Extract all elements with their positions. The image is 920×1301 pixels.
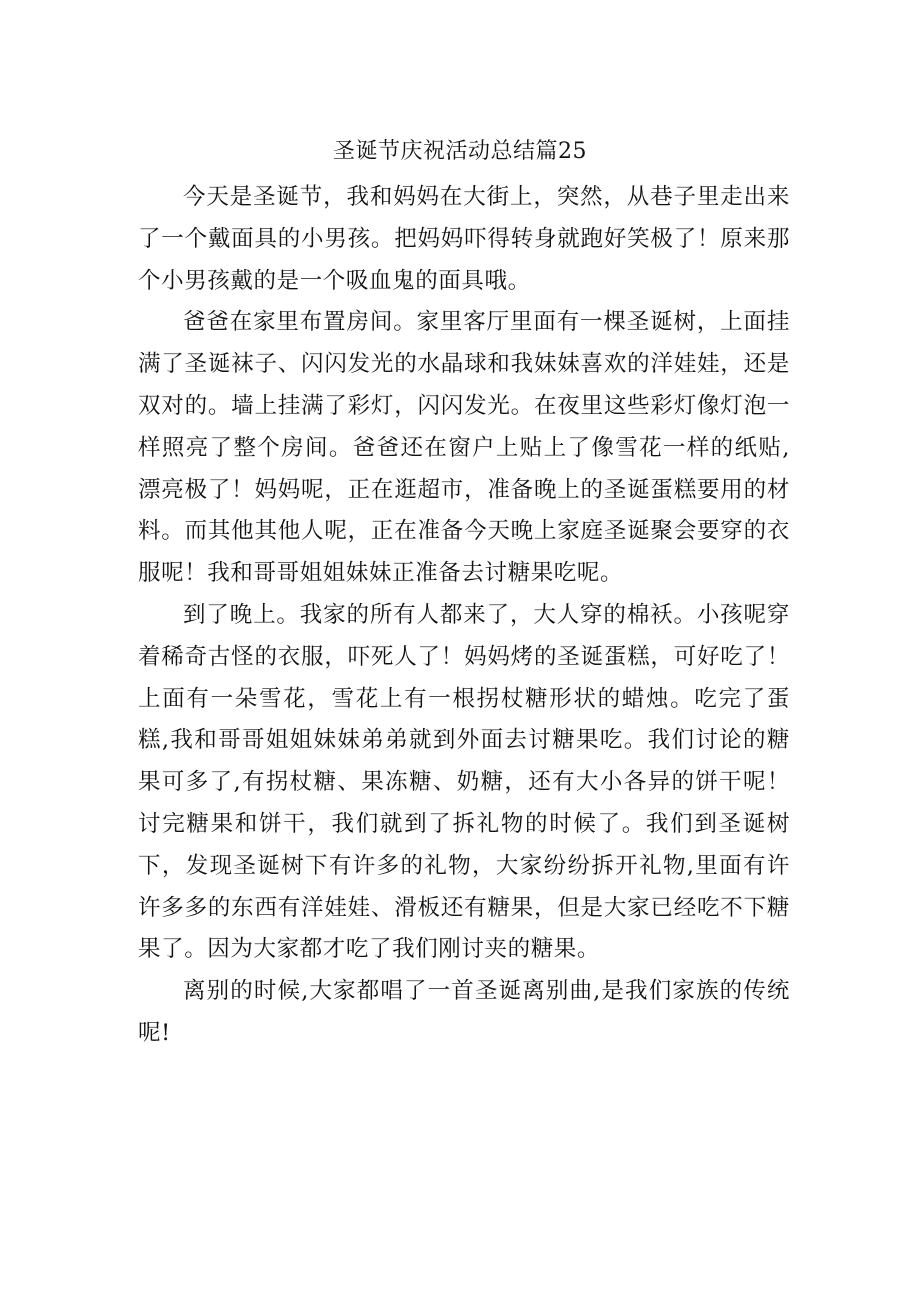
paragraph-4: 离别的时候,大家都唱了一首圣诞离别曲,是我们家族的传统呢!	[138, 978, 790, 1046]
document-title: 圣诞节庆祝活动总结篇25	[333, 139, 587, 164]
document-body	[138, 177, 790, 1055]
paragraph-3: 到了晚上。我家的所有人都来了，大人穿的棉袄。小孩呢穿着稀奇古怪的衣服，吓死人了！妈妈烤的圣诞蛋糕，可好吃了！上面有一朵雪花，雪花上有一根拐杖糖形状的蜡烛。吃完了蛋糕,我和哥哥姐姐妹妹弟弟就到外面去讨糖果吃。我们讨论的糖果可多了,有拐杖糖、果冻糖、奶糖，还有大小各异的饼干呢！讨完糖果和饼干，我们就到了拆礼物的时候了。我们到圣诞树下，发现圣诞树下有许多的礼物，大家纷纷拆开礼物,里面有许许多多的东西有洋娃娃、滑板还有糖果，但是大家已经吃不下糖果了。因为大家都才吃了我们刚讨夹的糖果。	[138, 601, 790, 963]
paragraph-2: 爸爸在家里布置房间。家里客厅里面有一棵圣诞树，上面挂满了圣诞袜子、闪闪发光的水晶球和我妹妹喜欢的洋娃娃，还是双对的。墙上挂满了彩灯，闪闪发光。在夜里这些彩灯像灯泡一样照亮了整个房间。爸爸还在窗户上贴上了像雪花一样的纸贴,漂亮极了！妈妈呢，正在逛超市，准备晚上的圣诞蛋糕要用的材料。而其他其他人呢，正在准备今天晚上家庭圣诞聚会要穿的衣服呢！我和哥哥姐姐妹妹正准备去讨糖果吃呢。	[138, 309, 790, 587]
paragraph-1: 今天是圣诞节，我和妈妈在大街上，突然，从巷子里走出来了一个戴面具的小男孩。把妈妈吓得转身就跑好笑极了！原来那个小男孩戴的是一个吸血鬼的面具哦。	[138, 184, 790, 294]
